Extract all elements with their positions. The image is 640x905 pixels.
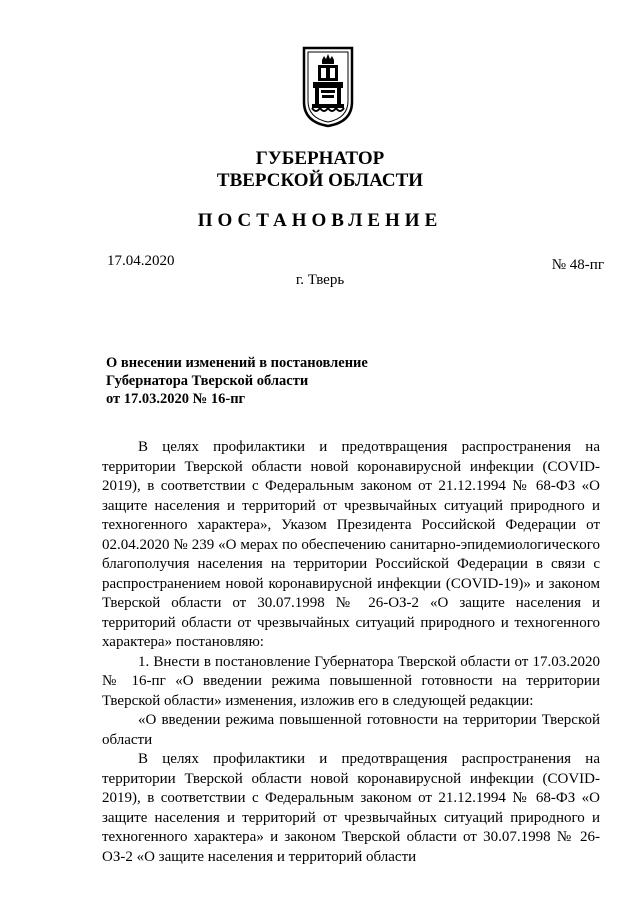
document-number: № 48-пг (551, 257, 604, 273)
document-city: г. Тверь (295, 272, 345, 288)
subject-line: Губернатора Тверской области (106, 373, 309, 389)
tver-coat-of-arms-icon (300, 46, 356, 128)
body-paragraph: В целях профилактики и предотвращения распространения на территории Тверской области новой коронавирусной инфекции (COVID-2019), в соответствии с Федеральным законом от 21.12.1994 № 68-ФЗ «О защите населения и территорий от чрезвычайных ситуаций природного и техногенного характера», Указом Президента Российской Федерации от 02.04.2020 № 239 «О мерах по обеспечению санитарно-эпидемиологического благополучия населения на территории Российской Федерации в связи с распространением новой коронавирусной инфекции (COVID-19)» и законом Тверской области от 30.07.1998 № 26-ОЗ-2 «О защите населения и территорий области от чрезвычайных ситуаций природного и техногенного характера» постановляю: (102, 439, 600, 650)
body-paragraph: «О введении режима повышенной готовности на территории Тверской области (102, 712, 600, 748)
authority-region: ТВЕРСКОЙ ОБЛАСТИ (216, 170, 424, 191)
authority-title: ГУБЕРНАТОР (255, 148, 385, 169)
subject-line: О внесении изменений в постановление (106, 355, 368, 371)
document-body (102, 438, 600, 867)
subject-line: от 17.03.2020 № 16-пг (106, 391, 246, 407)
document-type: ПОСТАНОВЛЕНИЕ (197, 210, 443, 231)
body-paragraph: В целях профилактики и предотвращения распространения на территории Тверской области новой коронавирусной инфекции (COVID-2019), в соответствии с Федеральным законом от 21.12.1994 № 68-ФЗ «О защите населения и территорий от чрезвычайных ситуаций природного и техногенного характера» и законом Тверской области от 30.07.1998 № 26-ОЗ-2 «О защите населения и территорий области (102, 751, 600, 865)
document-subject (106, 354, 466, 408)
body-paragraph: 1. Внести в постановление Губернатора Тверской области от 17.03.2020 № 16-пг «О введении режима повышенной готовности на территории Тверской области» изменения, изложив его в следующей редакции: (102, 653, 600, 709)
document-date: 17.04.2020 (107, 253, 175, 269)
